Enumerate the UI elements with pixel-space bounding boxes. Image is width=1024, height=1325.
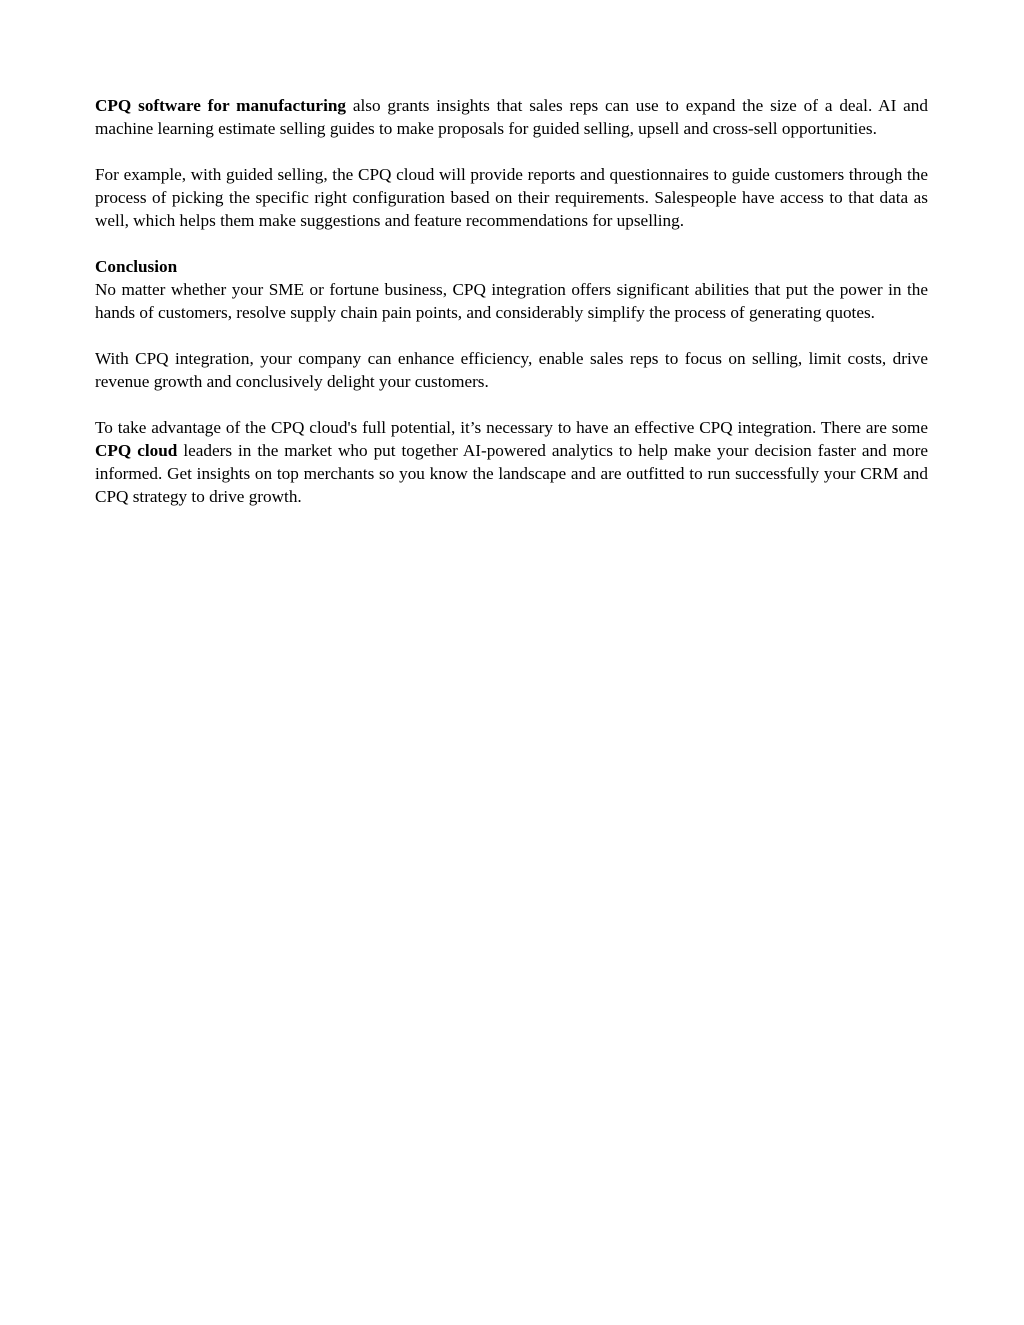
bold-phrase-cpq-cloud: CPQ cloud [95, 441, 178, 460]
paragraph-text-before: To take advantage of the CPQ cloud's full potential, it’s necessary to have an effective CPQ integration. There are some [95, 418, 928, 437]
paragraph-cpq-cloud-potential [95, 416, 928, 508]
bold-phrase-cpq-software-for-manufacturing: CPQ software for manufacturing [95, 96, 346, 115]
conclusion-heading: Conclusion [95, 257, 178, 276]
paragraph-cpq-integration-benefits: With CPQ integration, your company can enhance efficiency, enable sales reps to focus on selling, limit costs, drive revenue growth and conclusively delight your customers. [95, 349, 928, 391]
conclusion-text: No matter whether your SME or fortune business, CPQ integration offers significant abilities that put the power in the hands of customers, resolve supply chain pain points, and considerably simplify the process of generating quotes. [95, 280, 928, 322]
paragraph-text: also grants insights that sales reps can use to expand the size of a deal. AI and machine learning estimate selling guides to make proposals for guided selling, upsell and cross-sell opportunities. [95, 96, 928, 138]
paragraph-text-after: leaders in the market who put together AI-powered analytics to help make your decision faster and more informed. Get insights on top merchants so you know the landscape and are outfitted to run successfully your CRM and CPQ strategy to drive growth. [95, 441, 928, 506]
paragraph-cpq-manufacturing [95, 94, 928, 140]
paragraph-guided-selling: For example, with guided selling, the CPQ cloud will provide reports and questionnaires to guide customers through the process of picking the specific right configuration based on their requirements. Salespeople have access to that data as well, which helps them make suggestions and feature recommendations for upselling. [95, 165, 928, 230]
conclusion-section [95, 255, 928, 324]
document-page [95, 94, 928, 508]
